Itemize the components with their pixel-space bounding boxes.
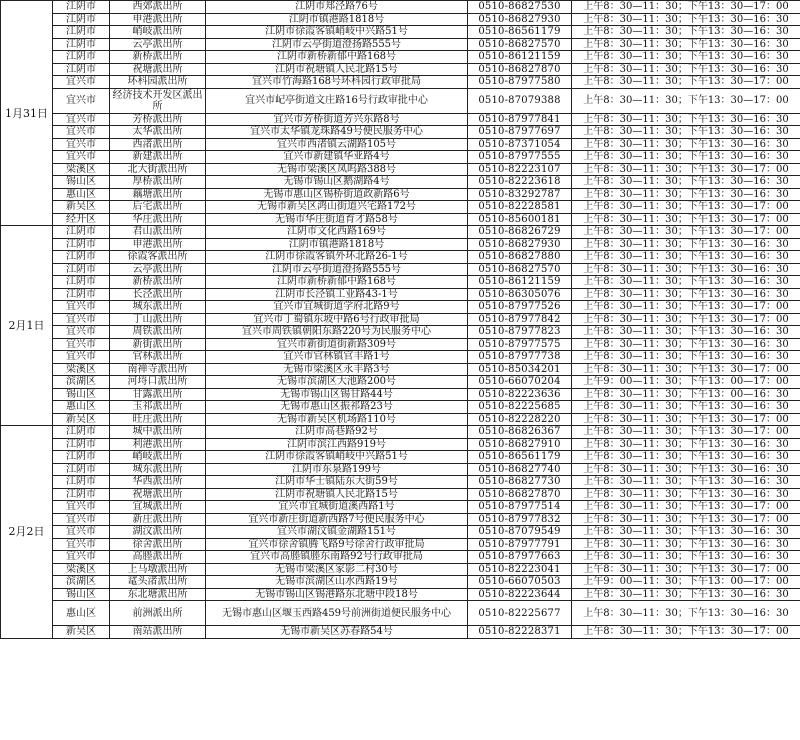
district-cell: 新吴区 — [53, 413, 110, 426]
station-name-cell: 旺庄派出所 — [110, 413, 206, 426]
district-cell: 宜兴市 — [53, 313, 110, 326]
phone-cell: 0510-66070503 — [468, 576, 572, 589]
office-hours-cell: 上午8：30—11：30；下午13：30—17：00 — [572, 76, 800, 89]
table-row — [1, 163, 800, 176]
station-name-cell: 长泾派出所 — [110, 288, 206, 301]
phone-cell: 0510-82223644 — [468, 588, 572, 601]
table-row — [1, 188, 800, 201]
station-name-cell: 祝塘派出所 — [110, 488, 206, 501]
district-cell: 宜兴市 — [53, 326, 110, 339]
table-row — [1, 538, 800, 551]
district-cell: 江阴市 — [53, 251, 110, 264]
phone-cell: 0510-87977738 — [468, 351, 572, 364]
district-cell: 滨湖区 — [53, 376, 110, 389]
table-row — [1, 1, 800, 14]
district-cell: 宜兴市 — [53, 76, 110, 89]
office-hours-cell: 上午8：30—11：30；下午13：30—16：30 — [572, 601, 800, 626]
phone-cell: 0510-83292787 — [468, 188, 572, 201]
table-row — [1, 601, 800, 626]
address-cell: 无锡市新吴区鸿山街道兴宅路172号 — [206, 201, 468, 214]
office-hours-cell: 上午8：30—11：30；下午13：30—16：30 — [572, 401, 800, 414]
station-name-cell: 徐霞客派出所 — [110, 251, 206, 264]
table-row — [1, 238, 800, 251]
address-cell: 宜兴市徐舍镇腾飞路9号徐舍行政审批局 — [206, 538, 468, 551]
phone-cell: 0510-87977575 — [468, 338, 572, 351]
station-name-cell: 西渚派出所 — [110, 138, 206, 151]
office-hours-cell: 上午8：30—11：30；下午13：30—16：30 — [572, 126, 800, 139]
address-cell: 江阴市云亭街道澄扬路555号 — [206, 263, 468, 276]
address-cell: 无锡市锡山区锡港路东北塘中段18号 — [206, 588, 468, 601]
station-name-cell: 徐舍派出所 — [110, 538, 206, 551]
table-row — [1, 151, 800, 164]
address-cell: 无锡市滨湖区山水西路19号 — [206, 576, 468, 589]
office-hours-cell: 上午8：30—11：30；下午13：30—17：00 — [572, 1, 800, 14]
station-name-cell: 厚桥派出所 — [110, 176, 206, 189]
office-hours-cell: 上午8：30—11：30；下午13：30—17：00 — [572, 201, 800, 214]
district-cell: 宜兴市 — [53, 351, 110, 364]
district-cell: 宜兴市 — [53, 338, 110, 351]
table-row — [1, 201, 800, 214]
district-cell: 江阴市 — [53, 276, 110, 289]
table-row — [1, 363, 800, 376]
district-cell: 滨湖区 — [53, 576, 110, 589]
date-cell: 2月2日 — [1, 426, 53, 639]
office-hours-cell: 上午8：30—11：30；下午13：30—17：00 — [572, 213, 800, 226]
address-cell: 江阴市长泾镇工业路43-1号 — [206, 288, 468, 301]
phone-cell: 0510-86827880 — [468, 251, 572, 264]
phone-cell: 0510-82228371 — [468, 626, 572, 639]
table-row — [1, 501, 800, 514]
station-name-cell: 北大街派出所 — [110, 163, 206, 176]
district-cell: 宜兴市 — [53, 551, 110, 564]
office-hours-cell: 上午8：30—11：30；下午13：30—16：30 — [572, 63, 800, 76]
office-hours-cell: 上午8：30—11：30；下午13：30—16：30 — [572, 438, 800, 451]
office-hours-cell: 上午8：30—11：30；下午13：30—16：30 — [572, 26, 800, 39]
office-hours-cell: 上午8：30—11：30；下午13：30—16：30 — [572, 463, 800, 476]
station-name-cell: 祝塘派出所 — [110, 63, 206, 76]
address-cell: 无锡市锡山区锡甘路44号 — [206, 388, 468, 401]
district-cell: 宜兴市 — [53, 151, 110, 164]
table-row — [1, 213, 800, 226]
address-cell: 江阴市新桥新郁中路168号 — [206, 276, 468, 289]
district-cell: 江阴市 — [53, 451, 110, 464]
station-name-cell: 鼋头渚派出所 — [110, 576, 206, 589]
phone-cell: 0510-87079388 — [468, 88, 572, 113]
table-row — [1, 26, 800, 39]
office-hours-cell: 上午8：30—11：30；下午13：30—16：30 — [572, 526, 800, 539]
table-row — [1, 413, 800, 426]
district-cell: 江阴市 — [53, 51, 110, 64]
station-name-cell: 城中派出所 — [110, 426, 206, 439]
station-name-cell: 南站派出所 — [110, 626, 206, 639]
phone-cell: 0510-82223107 — [468, 163, 572, 176]
address-cell: 宜兴市西渚镇云湖路105号 — [206, 138, 468, 151]
office-hours-cell: 上午8：30—11：30；下午13：30—17：00 — [572, 301, 800, 314]
table-row — [1, 263, 800, 276]
phone-cell: 0510-86827530 — [468, 1, 572, 14]
station-name-cell: 华庄派出所 — [110, 213, 206, 226]
phone-cell: 0510-86827870 — [468, 488, 572, 501]
address-cell: 江阴市徐霞客镇峭岐中兴路51号 — [206, 451, 468, 464]
address-cell: 江阴市徐霞客镇外环北路26-1号 — [206, 251, 468, 264]
office-hours-cell: 上午8：30—11：30；下午13：30—16：30 — [572, 13, 800, 26]
station-name-cell: 甘露派出所 — [110, 388, 206, 401]
address-cell: 江阴市镇港路1818号 — [206, 238, 468, 251]
district-cell: 宜兴市 — [53, 538, 110, 551]
office-hours-cell: 上午8：30—11：30；下午13：30—16：30 — [572, 188, 800, 201]
district-cell: 锡山区 — [53, 588, 110, 601]
district-cell: 宜兴市 — [53, 513, 110, 526]
district-cell: 宜兴市 — [53, 126, 110, 139]
district-cell: 江阴市 — [53, 488, 110, 501]
office-hours-cell: 上午9：00—11：30；下午13：00—17：00 — [572, 376, 800, 389]
address-cell: 无锡市惠山区振祁路23号 — [206, 401, 468, 414]
office-hours-cell: 上午8：30—11：30；下午13：30—17：00 — [572, 501, 800, 514]
address-cell: 宜兴市宜城街道溪西路1号 — [206, 501, 468, 514]
phone-cell: 0510-86826367 — [468, 426, 572, 439]
schedule-table-body — [1, 1, 800, 639]
station-name-cell: 经济技术开发区派出所 — [110, 88, 206, 113]
table-row — [1, 438, 800, 451]
address-cell: 江阴市镇港路1818号 — [206, 13, 468, 26]
table-row — [1, 401, 800, 414]
station-name-cell: 峭岐派出所 — [110, 451, 206, 464]
phone-cell: 0510-87977663 — [468, 551, 572, 564]
address-cell: 无锡市新吴区机场路110号 — [206, 413, 468, 426]
station-name-cell: 河埒口派出所 — [110, 376, 206, 389]
phone-cell: 0510-82223618 — [468, 176, 572, 189]
address-cell: 宜兴市太华镇龙珠路49号便民服务中心 — [206, 126, 468, 139]
table-row — [1, 301, 800, 314]
office-hours-cell: 上午8：30—11：30；下午13：30—16：30 — [572, 251, 800, 264]
office-hours-cell: 上午8：30—11：30；下午13：30—16：30 — [572, 38, 800, 51]
station-name-cell: 南禅寺派出所 — [110, 363, 206, 376]
table-row — [1, 376, 800, 389]
address-cell: 江阴市郑泾路76号 — [206, 1, 468, 14]
district-cell: 宜兴市 — [53, 88, 110, 113]
table-row — [1, 326, 800, 339]
table-row — [1, 388, 800, 401]
table-row — [1, 313, 800, 326]
phone-cell: 0510-86827910 — [468, 438, 572, 451]
table-row — [1, 88, 800, 113]
phone-cell: 0510-82223041 — [468, 563, 572, 576]
office-hours-cell: 上午8：30—11：30；下午13：30—17：00 — [572, 88, 800, 113]
district-cell: 梁溪区 — [53, 163, 110, 176]
address-cell: 江阴市新桥新郁中路168号 — [206, 51, 468, 64]
phone-cell: 0510-87977526 — [468, 301, 572, 314]
phone-cell: 0510-82228220 — [468, 413, 572, 426]
address-cell: 无锡市华庄街道育才路58号 — [206, 213, 468, 226]
station-name-cell: 新街派出所 — [110, 338, 206, 351]
district-cell: 新吴区 — [53, 201, 110, 214]
phone-cell: 0510-86827570 — [468, 263, 572, 276]
date-cell: 1月31日 — [1, 1, 53, 226]
table-row — [1, 176, 800, 189]
district-cell: 江阴市 — [53, 238, 110, 251]
station-name-cell: 君山派出所 — [110, 226, 206, 239]
phone-cell: 0510-87977823 — [468, 326, 572, 339]
station-name-cell: 申港派出所 — [110, 13, 206, 26]
phone-cell: 0510-86121159 — [468, 276, 572, 289]
station-name-cell: 玉祁派出所 — [110, 401, 206, 414]
district-cell: 梁溪区 — [53, 563, 110, 576]
table-row — [1, 513, 800, 526]
table-row — [1, 576, 800, 589]
station-name-cell: 上马墩派出所 — [110, 563, 206, 576]
table-row — [1, 13, 800, 26]
address-cell: 江阴市祝塘镇人民北路15号 — [206, 488, 468, 501]
table-row — [1, 588, 800, 601]
office-hours-cell: 上午8：30—11：30；下午13：30—16：30 — [572, 113, 800, 126]
office-hours-cell: 上午8：30—11：30；下午13：30—17：00 — [572, 563, 800, 576]
phone-cell: 0510-87977555 — [468, 151, 572, 164]
district-cell: 江阴市 — [53, 63, 110, 76]
phone-cell: 0510-86561179 — [468, 26, 572, 39]
table-row — [1, 113, 800, 126]
table-row — [1, 626, 800, 639]
office-hours-cell: 上午8：30—11：30；下午13：30—16：30 — [572, 551, 800, 564]
station-name-cell: 藕塘派出所 — [110, 188, 206, 201]
station-name-cell: 宜城派出所 — [110, 501, 206, 514]
district-cell: 锡山区 — [53, 388, 110, 401]
station-name-cell: 新桥派出所 — [110, 276, 206, 289]
station-name-cell: 太华派出所 — [110, 126, 206, 139]
phone-cell: 0510-82225685 — [468, 401, 572, 414]
phone-cell: 0510-86826729 — [468, 226, 572, 239]
office-hours-cell: 上午8：30—11：30；下午13：30—16：30 — [572, 138, 800, 151]
table-row — [1, 463, 800, 476]
district-cell: 经开区 — [53, 213, 110, 226]
office-hours-cell: 上午8：30—11：30；下午13：30—16：30 — [572, 488, 800, 501]
office-hours-cell: 上午8：30—11：30；下午13：30—16：30 — [572, 588, 800, 601]
address-cell: 江阴市徐霞客镇峭岐中兴路51号 — [206, 26, 468, 39]
table-row — [1, 351, 800, 364]
station-name-cell: 西郊派出所 — [110, 1, 206, 14]
table-row — [1, 526, 800, 539]
table-row — [1, 138, 800, 151]
address-cell: 江阴市高巷路92号 — [206, 426, 468, 439]
district-cell: 江阴市 — [53, 226, 110, 239]
office-hours-cell: 上午8：30—11：30；下午13：30—16：30 — [572, 451, 800, 464]
office-hours-cell: 上午8：30—11：30；下午13：30—17：00 — [572, 163, 800, 176]
station-name-cell: 湖汶派出所 — [110, 526, 206, 539]
station-name-cell: 高塍派出所 — [110, 551, 206, 564]
date-cell: 2月1日 — [1, 226, 53, 426]
station-name-cell: 环科园派出所 — [110, 76, 206, 89]
phone-cell: 0510-87977791 — [468, 538, 572, 551]
district-cell: 江阴市 — [53, 288, 110, 301]
district-cell: 惠山区 — [53, 188, 110, 201]
phone-cell: 0510-86561179 — [468, 451, 572, 464]
phone-cell: 0510-82225677 — [468, 601, 572, 626]
phone-cell: 0510-85034201 — [468, 363, 572, 376]
office-hours-cell: 上午8：30—11：30；下午13：30—16：30 — [572, 51, 800, 64]
office-hours-cell: 上午8：30—11：30；下午13：30—17：00 — [572, 226, 800, 239]
address-cell: 无锡市梁溪区凤呜路388号 — [206, 163, 468, 176]
table-row — [1, 488, 800, 501]
phone-cell: 0510-85600181 — [468, 213, 572, 226]
address-cell: 无锡市惠山区锡桥街道政新路6号 — [206, 188, 468, 201]
phone-cell: 0510-86827930 — [468, 238, 572, 251]
address-cell: 宜兴市官林镇官丰路1号 — [206, 351, 468, 364]
office-hours-cell: 上午8：30—11：30；下午13：30—16：30 — [572, 176, 800, 189]
office-hours-cell: 上午8：30—11：30；下午13：30—16：30 — [572, 151, 800, 164]
address-cell: 江阴市云亭街道澄扬路555号 — [206, 38, 468, 51]
table-row — [1, 126, 800, 139]
office-hours-cell: 上午8：30—11：30；下午13：30—16：30 — [572, 238, 800, 251]
phone-cell: 0510-82223636 — [468, 388, 572, 401]
station-name-cell: 官林派出所 — [110, 351, 206, 364]
address-cell: 宜兴市高塍镇塍东南路92号行政审批局 — [206, 551, 468, 564]
district-cell: 江阴市 — [53, 463, 110, 476]
address-cell: 无锡市锡山区鹅湖路4号 — [206, 176, 468, 189]
office-hours-cell: 上午9：00—11：30；下午13：00—17：00 — [572, 576, 800, 589]
phone-cell: 0510-82228581 — [468, 201, 572, 214]
address-cell: 宜兴市新街道街新路309号 — [206, 338, 468, 351]
office-hours-cell: 上午8：30—11：30；下午13：30—17：00 — [572, 413, 800, 426]
district-cell: 江阴市 — [53, 476, 110, 489]
district-cell: 宜兴市 — [53, 113, 110, 126]
table-row — [1, 288, 800, 301]
station-name-cell: 城东派出所 — [110, 463, 206, 476]
address-cell: 宜兴市竹海路168号环科园行政审批局 — [206, 76, 468, 89]
address-cell: 江阴市文化西路169号 — [206, 226, 468, 239]
table-row — [1, 63, 800, 76]
office-hours-cell: 上午8：30—11：30；下午13：30—16：30 — [572, 338, 800, 351]
phone-cell: 0510-87977697 — [468, 126, 572, 139]
address-cell: 江阴市华士镇陆东大街59号 — [206, 476, 468, 489]
address-cell: 宜兴市宜城街道学府北路9号 — [206, 301, 468, 314]
office-hours-cell: 上午8：30—11：30；下午13：30—16：30 — [572, 351, 800, 364]
office-hours-cell: 上午8：30—11：30；下午13：30—17：00 — [572, 513, 800, 526]
station-name-cell: 峭岐派出所 — [110, 26, 206, 39]
phone-cell: 0510-87977580 — [468, 76, 572, 89]
office-hours-cell: 上午8：30—11：30；下午13：30—16：30 — [572, 538, 800, 551]
phone-cell: 0510-66070204 — [468, 376, 572, 389]
district-cell: 宜兴市 — [53, 526, 110, 539]
district-cell: 江阴市 — [53, 38, 110, 51]
table-row — [1, 563, 800, 576]
address-cell: 无锡市梁溪区永丰路3号 — [206, 363, 468, 376]
table-row — [1, 451, 800, 464]
address-cell: 宜兴市新建镇华亚路4号 — [206, 151, 468, 164]
table-row — [1, 476, 800, 489]
station-name-cell: 芳桥派出所 — [110, 113, 206, 126]
table-row — [1, 76, 800, 89]
station-name-cell: 后宅派出所 — [110, 201, 206, 214]
district-cell: 江阴市 — [53, 426, 110, 439]
district-cell: 梁溪区 — [53, 363, 110, 376]
district-cell: 宜兴市 — [53, 501, 110, 514]
office-hours-cell: 上午8：30—11：30；下午13：30—17：00 — [572, 626, 800, 639]
station-name-cell: 云亭派出所 — [110, 263, 206, 276]
district-cell: 惠山区 — [53, 601, 110, 626]
district-cell: 江阴市 — [53, 13, 110, 26]
phone-cell: 0510-86121159 — [468, 51, 572, 64]
table-row — [1, 276, 800, 289]
address-cell: 江阴市东泉路199号 — [206, 463, 468, 476]
station-name-cell: 周铁派出所 — [110, 326, 206, 339]
office-hours-cell: 上午8：30—11：30；下午13：30—17：00 — [572, 313, 800, 326]
district-cell: 江阴市 — [53, 438, 110, 451]
address-cell: 无锡市惠山区堰玉西路459号前洲街道便民服务中心 — [206, 601, 468, 626]
station-name-cell: 前洲派出所 — [110, 601, 206, 626]
phone-cell: 0510-86827870 — [468, 63, 572, 76]
phone-cell: 0510-86827930 — [468, 13, 572, 26]
address-cell: 宜兴市丁蜀镇东坡中路6号行政审批局 — [206, 313, 468, 326]
address-cell: 无锡市梁溪区家影二村30号 — [206, 563, 468, 576]
district-cell: 惠山区 — [53, 401, 110, 414]
district-cell: 宜兴市 — [53, 301, 110, 314]
office-hours-cell: 上午8：30—11：30；下午13：30—17：00 — [572, 363, 800, 376]
table-row — [1, 38, 800, 51]
station-name-cell: 东北塘派出所 — [110, 588, 206, 601]
phone-cell: 0510-87977514 — [468, 501, 572, 514]
office-hours-cell: 上午8：30—11：30；下午13：30—16：30 — [572, 476, 800, 489]
station-name-cell: 申港派出所 — [110, 238, 206, 251]
table-row — [1, 51, 800, 64]
table-row — [1, 338, 800, 351]
address-cell: 江阴市滨江西路919号 — [206, 438, 468, 451]
phone-cell: 0510-86827740 — [468, 463, 572, 476]
office-hours-cell: 上午8：30—11：30；下午13：30—16：30 — [572, 288, 800, 301]
station-name-cell: 云亭派出所 — [110, 38, 206, 51]
phone-cell: 0510-87371054 — [468, 138, 572, 151]
table-row — [1, 251, 800, 264]
phone-cell: 0510-87977841 — [468, 113, 572, 126]
phone-cell: 0510-87079549 — [468, 526, 572, 539]
table-row — [1, 426, 800, 439]
phone-cell: 0510-87977842 — [468, 313, 572, 326]
phone-cell: 0510-86305076 — [468, 288, 572, 301]
address-cell: 宜兴市周铁镇朝阳东路220号为民服务中心 — [206, 326, 468, 339]
district-cell: 新吴区 — [53, 626, 110, 639]
table-row — [1, 226, 800, 239]
phone-cell: 0510-87977832 — [468, 513, 572, 526]
district-cell: 宜兴市 — [53, 138, 110, 151]
district-cell: 江阴市 — [53, 1, 110, 14]
address-cell: 宜兴市屺亭街道文庄路16号行政审批中心 — [206, 88, 468, 113]
office-hours-cell: 上午8：30—11：30；下午13：30—17：00 — [572, 426, 800, 439]
address-cell: 宜兴市新庄街道新西路7号便民服务中心 — [206, 513, 468, 526]
address-cell: 宜兴市湖汶镇金湖路151号 — [206, 526, 468, 539]
address-cell: 无锡市滨湖区大池路200号 — [206, 376, 468, 389]
station-name-cell: 新庄派出所 — [110, 513, 206, 526]
office-hours-cell: 上午8：30—11：30；下午13：30—16：30 — [572, 326, 800, 339]
district-cell: 江阴市 — [53, 263, 110, 276]
district-cell: 江阴市 — [53, 26, 110, 39]
station-name-cell: 华西派出所 — [110, 476, 206, 489]
phone-cell: 0510-86827570 — [468, 38, 572, 51]
table-row — [1, 551, 800, 564]
station-name-cell: 城东派出所 — [110, 301, 206, 314]
address-cell: 无锡市新吴区苏春路54号 — [206, 626, 468, 639]
station-name-cell: 新桥派出所 — [110, 51, 206, 64]
address-cell: 宜兴市芳桥街道芳兴东路8号 — [206, 113, 468, 126]
phone-cell: 0510-86827730 — [468, 476, 572, 489]
office-hours-cell: 上午8：30—11：30；下午13：30—16：30 — [572, 263, 800, 276]
station-name-cell: 丁山派出所 — [110, 313, 206, 326]
district-cell: 锡山区 — [53, 176, 110, 189]
office-hours-cell: 上午8：30—11：30；下午13：30—16：30 — [572, 276, 800, 289]
station-name-cell: 利港派出所 — [110, 438, 206, 451]
address-cell: 江阴市祝塘镇人民北路15号 — [206, 63, 468, 76]
station-name-cell: 新建派出所 — [110, 151, 206, 164]
office-hours-cell: 上午8：30—11：30；下午13：00—16：30 — [572, 388, 800, 401]
